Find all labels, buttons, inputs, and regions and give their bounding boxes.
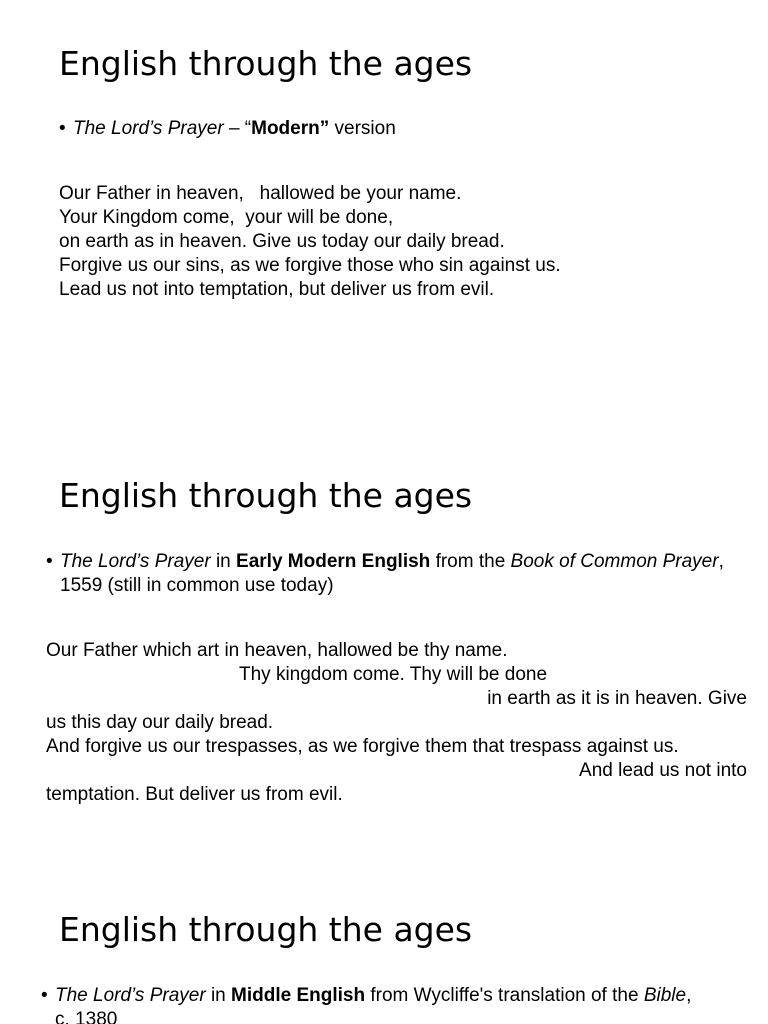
slide-middle-english bbox=[0, 865, 768, 1024]
slide-modern bbox=[0, 0, 768, 432]
slide-title: English through the ages bbox=[59, 910, 473, 949]
prayer-line: Thy kingdom come. Thy will be done bbox=[239, 664, 548, 685]
bullet-point bbox=[59, 117, 739, 141]
bullet-text: The Lord’s Prayer in Middle English from Wycliffe's translation of the Bible, c. 1380 bbox=[55, 985, 692, 1024]
prayer-line: us this day our daily bread. bbox=[46, 712, 274, 733]
prayer-line: And lead us not into bbox=[579, 760, 747, 781]
bullet-point bbox=[46, 550, 761, 598]
slide-title: English through the ages bbox=[59, 476, 473, 515]
prayer-line: Forgive us our sins, as we forgive those who sin against us. bbox=[59, 255, 561, 276]
bullet-dot: • bbox=[59, 118, 66, 139]
bullet-text: The Lord’s Prayer – “Modern” version bbox=[73, 118, 396, 139]
prayer-text bbox=[59, 182, 749, 302]
prayer-line: on earth as in heaven. Give us today our daily bread. bbox=[59, 231, 505, 252]
bullet-text: The Lord’s Prayer in Early Modern English from the Book of Common Prayer, 1559 (still in common use today) bbox=[60, 551, 724, 596]
bullet-dot: • bbox=[46, 551, 53, 572]
bullet-point bbox=[41, 984, 761, 1024]
prayer-line: Our Father in heaven, hallowed be your name. bbox=[59, 183, 462, 204]
prayer-line: temptation. But deliver us from evil. bbox=[46, 784, 343, 805]
slide-early-modern bbox=[0, 432, 768, 864]
prayer-line: And forgive us our trespasses, as we forgive them that trespass against us. bbox=[46, 736, 679, 757]
prayer-line: Your Kingdom come, your will be done, bbox=[59, 207, 394, 228]
slide-title: English through the ages bbox=[59, 44, 473, 83]
prayer-line: Our Father which art in heaven, hallowed be thy name. bbox=[46, 640, 508, 661]
bullet-dot: • bbox=[41, 985, 48, 1006]
prayer-line: in earth as it is in heaven. Give bbox=[487, 688, 747, 709]
prayer-line: Lead us not into temptation, but deliver us from evil. bbox=[59, 279, 495, 300]
prayer-text bbox=[46, 639, 747, 807]
